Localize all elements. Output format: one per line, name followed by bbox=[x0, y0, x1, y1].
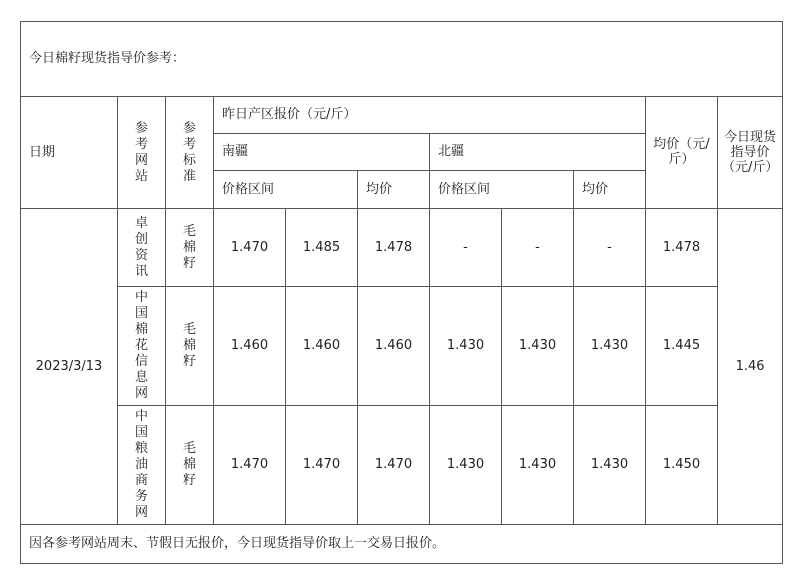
north-low-cell: 1.430 bbox=[430, 406, 502, 525]
site-cell: 卓创资讯 bbox=[118, 209, 166, 287]
header-north-avg: 均价 bbox=[574, 171, 646, 209]
south-high-cell: 1.460 bbox=[286, 287, 358, 406]
south-avg-cell: 1.460 bbox=[358, 287, 430, 406]
table-row bbox=[21, 406, 783, 525]
south-avg-cell: 1.470 bbox=[358, 406, 430, 525]
table-row bbox=[21, 287, 783, 406]
north-avg-cell: - bbox=[574, 209, 646, 287]
standard-cell: 毛棉籽 bbox=[166, 209, 214, 287]
header-site: 参考网站 bbox=[118, 97, 166, 209]
standard-cell: 毛棉籽 bbox=[166, 406, 214, 525]
standard-cell: 毛棉籽 bbox=[166, 287, 214, 406]
north-low-cell: - bbox=[430, 209, 502, 287]
header-guide-price: 今日现货指导价（元/斤） bbox=[718, 97, 783, 209]
table-title: 今日棉籽现货指导价参考： bbox=[21, 22, 783, 97]
header-south-avg: 均价 bbox=[358, 171, 430, 209]
north-avg-cell: 1.430 bbox=[574, 287, 646, 406]
north-high-cell: 1.430 bbox=[502, 287, 574, 406]
header-standard: 参考标准 bbox=[166, 97, 214, 209]
average-cell: 1.478 bbox=[646, 209, 718, 287]
south-high-cell: 1.485 bbox=[286, 209, 358, 287]
site-cell: 中国粮油商务网 bbox=[118, 406, 166, 525]
north-avg-cell: 1.430 bbox=[574, 406, 646, 525]
south-low-cell: 1.460 bbox=[214, 287, 286, 406]
header-average: 均价（元/斤） bbox=[646, 97, 718, 209]
header-north-xinjiang: 北疆 bbox=[430, 134, 646, 171]
header-north-range: 价格区间 bbox=[430, 171, 574, 209]
north-high-cell: 1.430 bbox=[502, 406, 574, 525]
average-cell: 1.450 bbox=[646, 406, 718, 525]
price-table bbox=[20, 21, 783, 564]
site-cell: 中国棉花信息网 bbox=[118, 287, 166, 406]
footnote: 因各参考网站周末、节假日无报价，今日现货指导价取上一交易日报价。 bbox=[21, 525, 783, 564]
header-south-xinjiang: 南疆 bbox=[214, 134, 430, 171]
guide-price-cell: 1.46 bbox=[718, 209, 783, 525]
average-cell: 1.445 bbox=[646, 287, 718, 406]
south-avg-cell: 1.478 bbox=[358, 209, 430, 287]
south-high-cell: 1.470 bbox=[286, 406, 358, 525]
table-row bbox=[21, 209, 783, 287]
north-low-cell: 1.430 bbox=[430, 287, 502, 406]
header-south-range: 价格区间 bbox=[214, 171, 358, 209]
south-low-cell: 1.470 bbox=[214, 209, 286, 287]
north-high-cell: - bbox=[502, 209, 574, 287]
header-date: 日期 bbox=[21, 97, 118, 209]
south-low-cell: 1.470 bbox=[214, 406, 286, 525]
header-yesterday-price: 昨日产区报价（元/斤） bbox=[214, 97, 646, 134]
date-cell: 2023/3/13 bbox=[21, 209, 118, 525]
